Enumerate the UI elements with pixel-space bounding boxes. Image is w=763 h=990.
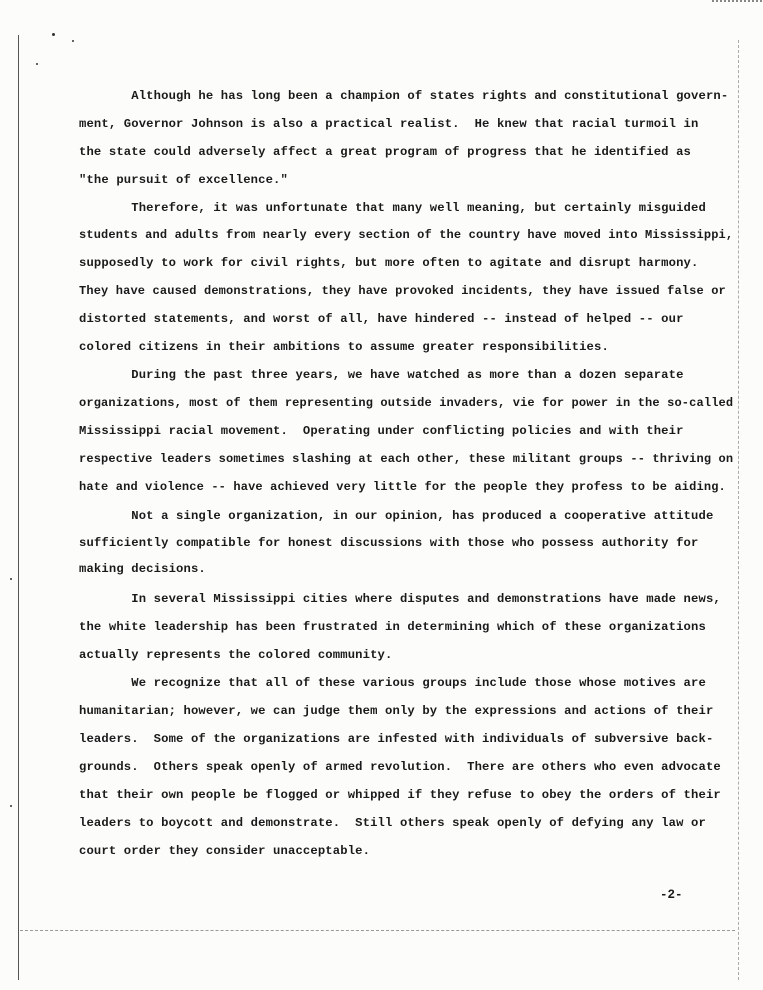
text-line: the white leadership has been frustrated in determining which of these organizations xyxy=(79,620,706,634)
text-line: Therefore, it was unfortunate that many well meaning, but certainly misguided xyxy=(79,201,706,215)
text-line: the state could adversely affect a great program of progress that he identified as xyxy=(79,145,692,159)
text-line: court order they consider unacceptable. xyxy=(79,844,371,858)
right-edge-rule xyxy=(738,40,739,980)
top-edge-dots xyxy=(712,0,762,2)
text-line: They have caused demonstrations, they have provoked incidents, they have issued false or xyxy=(79,284,726,298)
ink-speck xyxy=(10,805,12,807)
bottom-edge-rule xyxy=(20,930,735,931)
text-line: humanitarian; however, we can judge them only by the expressions and actions of their xyxy=(79,704,714,718)
text-line: colored citizens in their ambitions to assume greater responsibilities. xyxy=(79,340,609,354)
text-line: organizations, most of them representing outside invaders, vie for power in the so-called xyxy=(79,396,734,410)
ink-speck xyxy=(72,40,74,42)
ink-speck xyxy=(10,578,12,580)
left-margin-rule xyxy=(18,35,19,980)
text-line: Mississippi racial movement. Operating under conflicting policies and with their xyxy=(79,424,684,438)
text-line: "the pursuit of excellence." xyxy=(79,173,288,187)
text-line: students and adults from nearly every section of the country have moved into Mississippi, xyxy=(79,228,734,242)
text-line: leaders to boycott and demonstrate. Still others speak openly of defying any law or xyxy=(79,816,706,830)
text-line: distorted statements, and worst of all, have hindered -- instead of helped -- our xyxy=(79,312,684,326)
text-line: grounds. Others speak openly of armed revolution. There are others who even advocate xyxy=(79,760,721,774)
ink-speck xyxy=(36,63,38,65)
text-line: We recognize that all of these various groups include those whose motives are xyxy=(79,676,706,690)
text-line: ment, Governor Johnson is also a practical realist. He knew that racial turmoil in xyxy=(79,117,699,131)
ink-speck xyxy=(52,33,55,36)
page-number: -2- xyxy=(660,888,683,902)
text-line: supposedly to work for civil rights, but more often to agitate and disrupt harmony. xyxy=(79,256,699,270)
text-line: leaders. Some of the organizations are infested with individuals of subversive back- xyxy=(79,732,714,746)
text-line: Although he has long been a champion of states rights and constitutional govern- xyxy=(79,89,729,103)
text-line: sufficiently compatible for honest discussions with those who possess authority for xyxy=(79,536,699,550)
text-line: respective leaders sometimes slashing at each other, these militant groups -- thriving on xyxy=(79,452,734,466)
text-line: Not a single organization, in our opinion, has produced a cooperative attitude xyxy=(79,509,714,523)
text-line: that their own people be flogged or whipped if they refuse to obey the orders of their xyxy=(79,788,721,802)
text-line: hate and violence -- have achieved very little for the people they profess to be aiding. xyxy=(79,480,726,494)
text-line: In several Mississippi cities where disputes and demonstrations have made news, xyxy=(79,592,721,606)
text-line: actually represents the colored community. xyxy=(79,648,393,662)
text-line: During the past three years, we have watched as more than a dozen separate xyxy=(79,368,684,382)
text-line: making decisions. xyxy=(79,562,206,576)
